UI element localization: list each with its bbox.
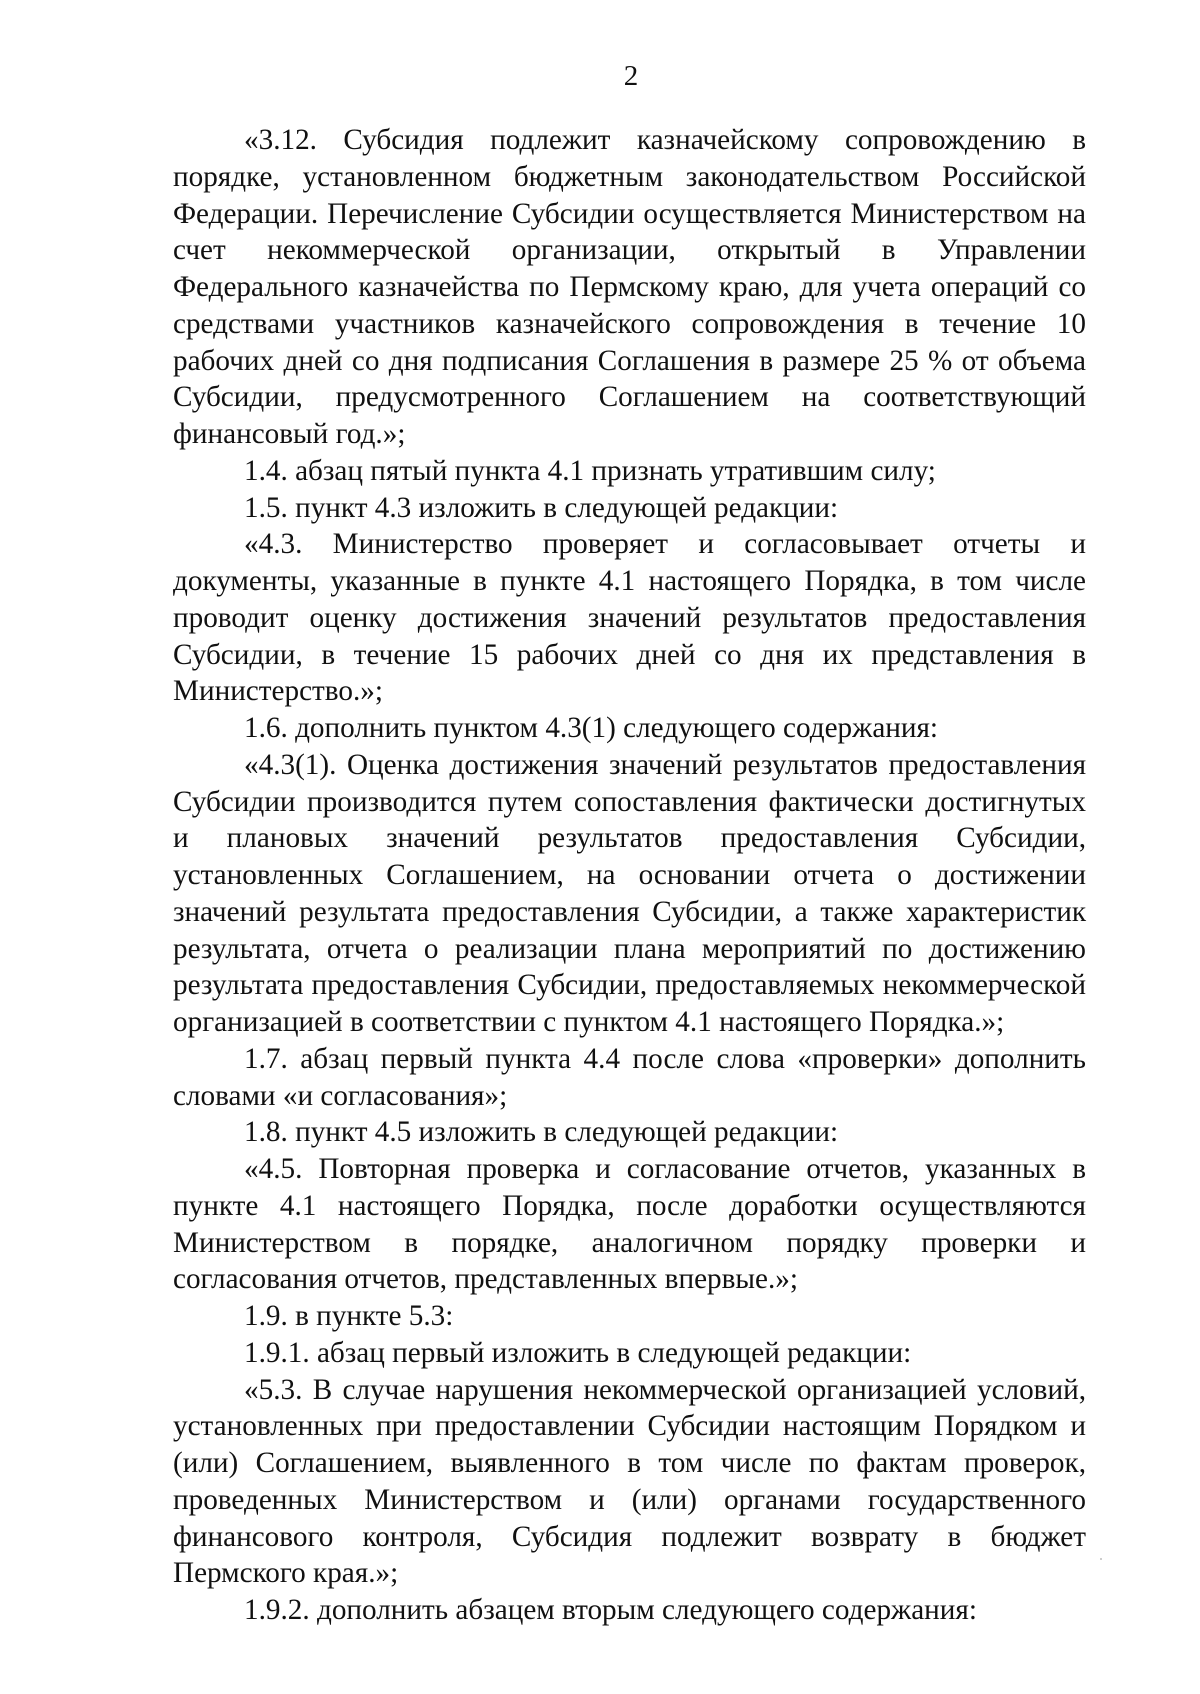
paragraph-1-8: 1.8. пункт 4.5 изложить в следующей редакции:	[244, 1116, 839, 1149]
paragraph-1-6: 1.6. дополнить пунктом 4.3(1) следующего содержания:	[244, 712, 939, 744]
paragraph-4-3: «4.3. Министерство проверяет и согласовывает отчеты и документы, указанные в пункте 4.1 настоящего Порядка, в том числе проводит оценку достижения значений результатов предоставления Субсидии, в течение 15 рабочих дней со дня их представления в Министерство.»;	[173, 528, 1086, 708]
paragraph-1-7: 1.7. абзац первый пункта 4.4 после слова «проверки» дополнить словами «и согласования»;	[173, 1042, 1086, 1112]
paragraph-1-4: 1.4. абзац пятый пункта 4.1 признать утратившим силу;	[244, 454, 936, 487]
document-body	[173, 122, 1086, 1629]
paragraph-1-5: 1.5. пункт 4.3 изложить в следующей редакции:	[244, 491, 839, 524]
scan-speck	[1100, 1558, 1102, 1560]
paragraph-1-9-1: 1.9.1. абзац первый изложить в следующей редакции:	[244, 1336, 912, 1369]
paragraph-5-3: «5.3. В случае нарушения некоммерческой организацией условий, установленных при предоставлении Субсидии настоящим Порядком и (или) Соглашением, выявленного в том числе по фактам проверок, проведенных Министерством и (или) органами государственного финансового контроля, Субсидия подлежит возврату в бюджет Пермского края.»;	[173, 1373, 1086, 1590]
paragraph-4-5: «4.5. Повторная проверка и согласование отчетов, указанных в пункте 4.1 настоящего Порядка, после доработки осуществляются Министерством в порядке, аналогичном порядку проверки и согласования отчетов, представленных впервые.»;	[173, 1153, 1086, 1296]
paragraph-1-9: 1.9. в пункте 5.3:	[244, 1300, 454, 1332]
page-number: 2	[623, 60, 639, 92]
paragraph-4-3-1: «4.3(1). Оценка достижения значений результатов предоставления Субсидии производится путем сопоставления фактически достигнутых и плановых значений результатов предоставления Субсидии, установленных Соглашением, на основании отчета о достижении значений результата предоставления Субсидии, а также характеристик результата, отчета о реализации плана мероприятий по достижению результата предоставления Субсидии, предоставляемых некоммерческой организацией в соответствии с пунктом 4.1 настоящего Порядка.»;	[173, 748, 1086, 1038]
paragraph-1-9-2: 1.9.2. дополнить абзацем вторым следующего содержания:	[244, 1594, 977, 1626]
paragraph-3-12: «3.12. Субсидия подлежит казначейскому сопровождению в порядке, установленном бюджетным законодательством Российской Федерации. Перечисление Субсидии осуществляется Министерством на счет некоммерческой организации, открытый в Управлении Федерального казначейства по Пермскому краю, для учета операций со средствами участников казначейского сопровождения в течение 10 рабочих дней со дня подписания Соглашения в размере 25 % от объема Субсидии, предусмотренного Соглашением на соответствующий финансовый год.»;	[173, 124, 1086, 450]
